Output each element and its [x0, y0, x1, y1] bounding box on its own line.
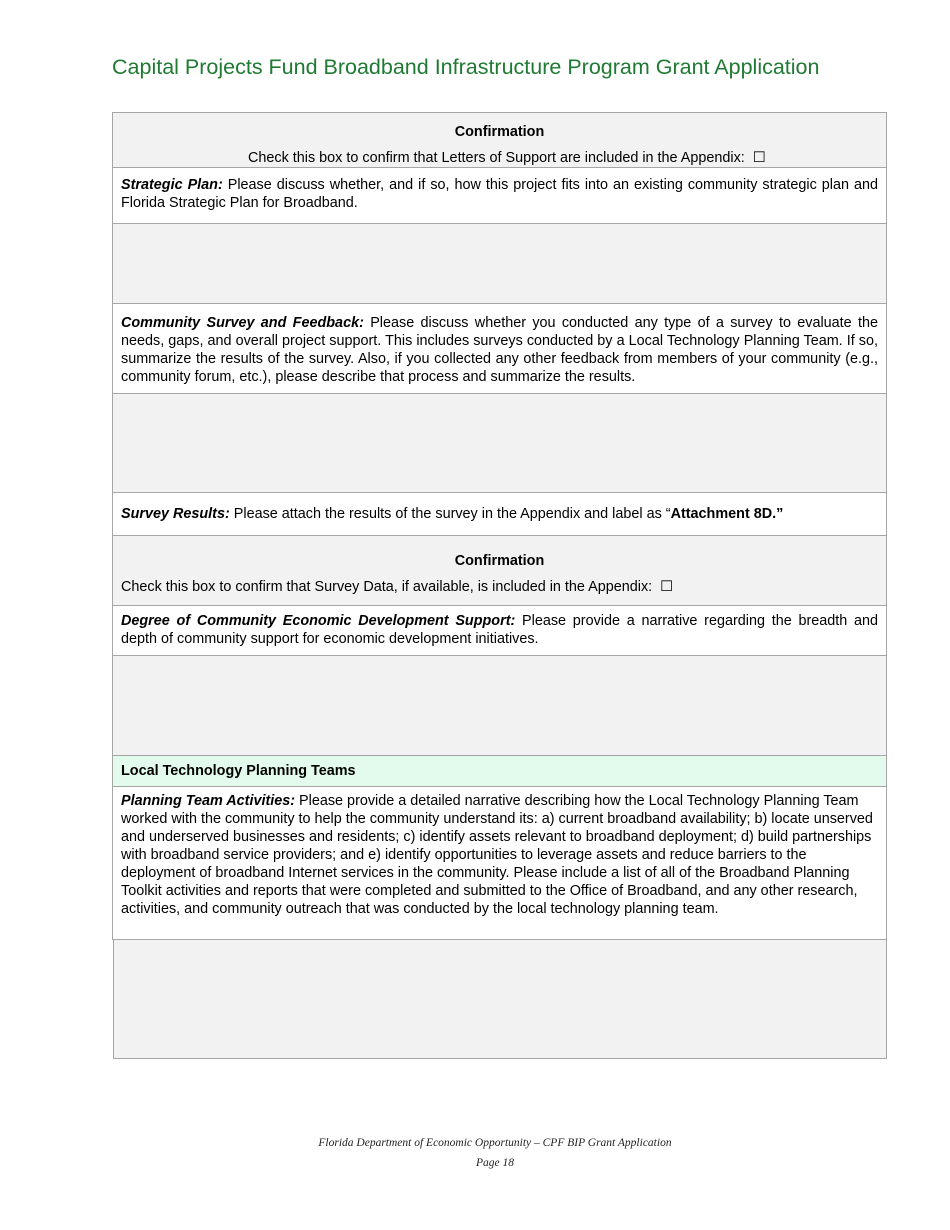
confirmation-text: Check this box to confirm that Letters of Support are included in the Appendix: ☐	[248, 150, 766, 166]
community-survey-response[interactable]	[112, 394, 887, 493]
confirmation-text: Check this box to confirm that Survey Data, if available, is included in the Appendix: ☐	[121, 579, 674, 595]
confirmation-heading: Confirmation	[454, 124, 545, 140]
economic-support-row: Degree of Community Economic Development Support: Please provide a narrative regarding the breadth and depth of community support for economic development initiatives.	[112, 606, 887, 656]
confirmation-survey-row	[112, 536, 887, 606]
community-survey-row: Community Survey and Feedback: Please discuss whether you conducted any type of a survey to evaluate the needs, gaps, and overall project support. This includes surveys conducted by a Local Technology Planning Team. If so, summarize the results of the survey. Also, if you collected any other feedback from members of your community (e.g., community forum, etc.), please describe that process and summarize the results.	[112, 304, 887, 394]
survey-results-row: Survey Results: Please attach the results of the survey in the Appendix and label as “Attachment 8D.”	[112, 493, 887, 536]
letters-checkbox[interactable]: ☐	[752, 150, 766, 166]
section-heading-planning-teams: Local Technology Planning Teams	[112, 756, 887, 787]
strategic-plan-row: Strategic Plan: Please discuss whether, and if so, how this project fits into an existing community strategic plan and Florida Strategic Plan for Broadband.	[112, 168, 887, 224]
confirmation-heading: Confirmation	[454, 553, 545, 569]
strategic-plan-response[interactable]	[112, 224, 887, 304]
planning-activities-response[interactable]	[113, 940, 887, 1059]
economic-support-response[interactable]	[112, 656, 887, 756]
application-table	[112, 112, 887, 1059]
page-title: Capital Projects Fund Broadband Infrastructure Program Grant Application	[112, 55, 820, 79]
survey-checkbox[interactable]: ☐	[660, 579, 674, 595]
confirmation-letters-row	[112, 112, 887, 168]
planning-activities-row: Planning Team Activities: Please provide a detailed narrative describing how the Local Technology Planning Team worked with the community to help the community understand its: a) current broadband availability; b) locate unserved and underserved businesses and residents; c) identify assets relevant to broadband deployment; d) build partnerships with broadband service providers; and e) identify opportunities to leverage assets and reduce barriers to the deployment of broadband Internet services in the community. Please include a list of all of the Broadband Planning Toolkit activities and reports that were completed and submitted to the Office of Broadband, and any other research, activities, and community outreach that was conducted by the local technology planning team.	[112, 787, 887, 940]
footer-text: Florida Department of Economic Opportunity – CPF BIP Grant Application	[318, 1137, 672, 1149]
page-number: Page 18	[475, 1157, 514, 1169]
